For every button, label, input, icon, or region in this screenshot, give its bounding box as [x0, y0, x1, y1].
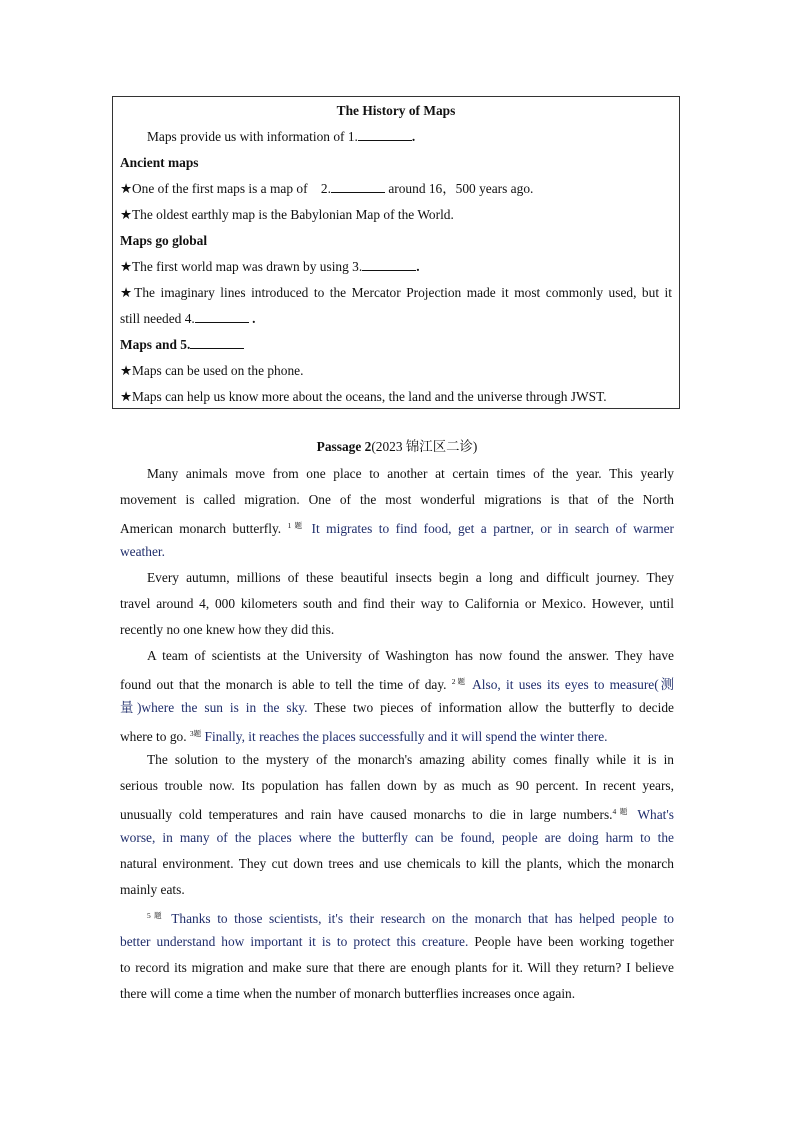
highlight-sentence-2-end: 量)where the sun is in the sky.	[120, 700, 308, 715]
text-line: The solution to the mystery of the monarch's amazing ability comes finally while it is in	[147, 752, 674, 767]
question-marker-2: 2题	[451, 677, 467, 686]
text-line: Every autumn, millions of these beautiful insects begin a long and difficult journey. They	[147, 570, 674, 585]
box-line-3: ★The oldest earthly map is the Babylonian Map of the World.	[120, 207, 454, 222]
blank-1[interactable]	[358, 128, 412, 141]
text-line: serious trouble now. Its population has fallen down by as much as 90 percent. In recent years,	[120, 778, 674, 793]
text-line: mainly eats.	[120, 882, 185, 897]
text-line: A team of scientists at the University of Washington has now found the answer. They have	[147, 648, 674, 663]
heading-maps-go-global: Maps go global	[120, 233, 208, 248]
text-line: better understand how important it is to protect this creature. People have been working together	[120, 934, 674, 949]
blank-5[interactable]	[190, 336, 244, 349]
heading-maps-and: Maps and 5.	[120, 335, 672, 355]
highlight-sentence-1: It migrates to find food, get a partner, or in search of warmer	[311, 521, 675, 536]
question-marker-3: 3题	[189, 729, 202, 738]
question-marker-4: 4题	[612, 807, 631, 816]
box-line-5: ★The imaginary lines introduced to the Mercator Projection made it most commonly used, but it	[120, 285, 672, 300]
question-marker-5: 5题	[147, 911, 165, 920]
box-title: The History of Maps	[336, 103, 456, 118]
highlight-sentence-4-cont: worse, in many of the places where the butterfly can be found, people are doing harm to the	[120, 830, 674, 845]
highlight-sentence-2: Also, it uses its eyes to measure(测	[472, 677, 674, 692]
text-line: where to go. $^{3题}$ Finally, it reaches the places successfully and it will spend the winter there.	[120, 729, 608, 744]
paragraph-3	[120, 643, 674, 747]
text-line: movement is called migration. One of the most wonderful migrations is that of the North	[120, 492, 674, 507]
text-line: unusually cold temperatures and rain have caused monarchs to die in large numbers.$^{4题}$ What's	[120, 807, 675, 822]
paragraph-5	[120, 903, 674, 1007]
text-line: 量)where the sun is in the sky. These two pieces of information allow the butterfly to decide	[120, 700, 674, 715]
paragraph-4	[120, 747, 674, 903]
box-line-1: Maps provide us with information of 1. .	[147, 129, 416, 144]
box-line-8: ★Maps can help us know more about the oceans, the land and the universe through JWST.	[120, 389, 607, 404]
text-line: found out that the monarch is able to tell the time of day. $^{2题}$ Also, it uses its eyes to measure(测	[120, 677, 674, 692]
question-marker-1: 1题	[287, 521, 306, 530]
highlight-sentence-3: Finally, it reaches the places successfully and it will spend the winter there.	[204, 729, 608, 744]
highlight-sentence-1-end: weather.	[120, 544, 165, 559]
box-line-6: still needed 4. .	[120, 311, 256, 326]
text-line: recently no one knew how they did this.	[120, 622, 335, 637]
text-line: there will come a time when the number of monarch butterflies increases once again.	[120, 986, 576, 1001]
box-line-4: ★The first world map was drawn by using 3. .	[120, 259, 420, 274]
text-line: to record its migration and make sure that there are enough plants for it. Will they return? I believe	[120, 960, 674, 975]
text-line	[120, 903, 674, 929]
summary-box	[112, 96, 680, 409]
blank-3[interactable]	[362, 258, 416, 271]
blank-4[interactable]	[195, 310, 249, 323]
text-line: travel around 4, 000 kilometers south and find their way to California or Mexico. However, until	[120, 596, 674, 611]
text-line: natural environment. They cut down trees and use chemicals to kill the plants, which the monarch	[120, 856, 674, 871]
box-line-7: ★Maps can be used on the phone.	[120, 363, 304, 378]
box-line-2: ★One of the first maps is a map of 2. around 16，500 years ago.	[120, 181, 534, 196]
highlight-sentence-5: Thanks to those scientists, it's their research on the monarch that has helped people to	[171, 911, 674, 926]
highlight-sentence-4: What's	[637, 807, 675, 822]
heading-ancient-maps: Ancient maps	[120, 155, 199, 170]
paragraph-1	[120, 461, 674, 565]
highlight-sentence-5-end: better understand how important it is to protect this creature.	[120, 934, 469, 949]
blank-2[interactable]	[331, 180, 385, 193]
text-line: Many animals move from one place to another at certain times of the year. This yearly	[147, 466, 674, 481]
text-line: American monarch butterfly. $^{1题}$ It migrates to find food, get a partner, or in search of warmer	[120, 521, 675, 536]
paragraph-2	[120, 565, 674, 643]
passage-title: Passage 2(2023 锦江区二诊)	[316, 439, 478, 454]
